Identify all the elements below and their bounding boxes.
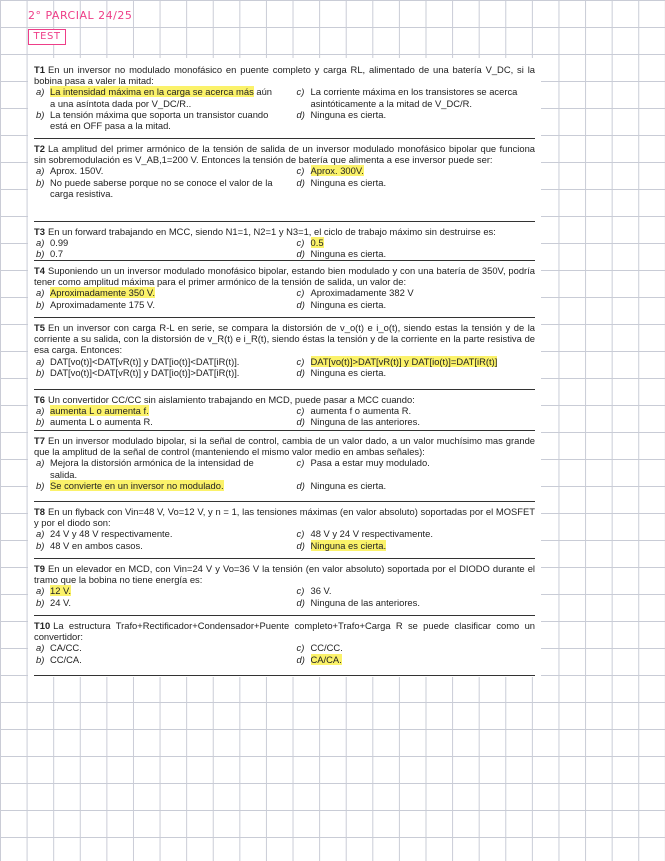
option-text: aumenta L o aumenta R. [50,416,153,428]
question-number: T6 [34,394,45,405]
option-text [311,540,535,551]
option-letter: a) [36,287,45,299]
question-separator [34,138,535,139]
option-a[interactable] [34,528,274,539]
option-letter: d) [296,539,305,551]
options-grid [34,287,535,309]
option-a[interactable] [34,237,274,248]
option-c[interactable] [295,405,535,416]
option-d[interactable] [295,177,535,199]
option-letter: b) [36,108,45,120]
option-text: Ninguna de las anteriores. [310,596,420,608]
option-b[interactable] [34,299,274,310]
option-letter: c) [296,585,305,597]
option-text: La corriente máxima en los transistores se acerca asintóticamente a la mitad de V_DC/R. [310,86,518,109]
option-letter: a) [36,457,45,469]
question-text: En un inversor no modulado monofásico en puente completo y carga RL, alimentado de una batería V_DC, si la bobina pasa a valer la mitad: [34,64,535,87]
option-letter: d) [296,479,305,491]
option-c[interactable] [295,237,535,248]
option-text: 48 V en ambos casos. [50,539,143,551]
option-text [50,585,274,596]
option-letter: d) [296,416,305,428]
option-letter: c) [296,642,305,654]
option-c[interactable] [295,165,535,176]
question-stem [34,620,535,642]
option-letter: d) [296,653,305,665]
option-letter: d) [296,108,305,120]
option-letter: c) [296,165,305,177]
question-text: La estructura Trafo+Rectificador+Condensador+Puente completo+Trafo+Carga R se puede clasificar como un convertidor: [34,620,535,643]
highlighted-answer: Aprox. 300V. [310,165,364,177]
option-d[interactable] [295,654,535,665]
option-letter: b) [36,596,45,608]
options-grid [34,237,535,259]
question-t7 [34,435,535,491]
option-c[interactable] [295,287,535,298]
option-text [50,86,274,108]
option-letter: a) [36,355,45,367]
option-a[interactable] [34,287,274,298]
option-text [311,356,535,367]
question-number: T1 [34,64,45,75]
options-grid [34,405,535,427]
question-t8 [34,506,535,551]
question-number: T10 [34,620,51,631]
option-b[interactable] [34,248,274,259]
option-letter: d) [296,596,305,608]
option-text: aumenta f o aumenta R. [310,405,412,417]
option-a[interactable] [34,642,274,653]
option-letter: a) [36,585,45,597]
option-d[interactable] [295,248,535,259]
option-text: Mejora la distorsión armónica de la intensidad de salida. [50,457,254,480]
option-d[interactable] [295,299,535,310]
question-stem [34,394,535,405]
question-t10 [34,620,535,665]
highlighted-answer: Ninguna es cierta. [310,539,387,551]
question-t4 [34,265,535,310]
option-a[interactable] [34,585,274,596]
option-letter: c) [296,355,305,367]
option-letter: d) [296,366,305,378]
option-a[interactable] [34,86,274,108]
option-text: 0.7 [50,248,64,260]
options-grid [34,86,535,131]
option-a[interactable] [34,356,274,367]
question-text: La amplitud del primer armónico de la tensión de salida de un inversor modulado monofásico bipolar que funciona sin sobremodulación es V_AB,1=200 V. Entonces la tensión de batería que alimenta a ese inversor puede ser: [34,143,535,166]
question-stem [34,435,535,457]
option-b[interactable] [34,540,274,551]
question-separator [34,221,535,222]
option-text: Pasa a estar muy modulado. [310,457,430,469]
option-text [311,237,535,248]
option-text: DAT[vo(t)]<DAT[vR(t)] y DAT[io(t)]<DAT[iR(t)]. [50,355,240,367]
option-letter: b) [36,539,45,551]
option-letter: d) [296,176,305,188]
option-letter: c) [296,528,305,540]
option-text: 48 V y 24 V respectivamente. [310,528,433,540]
option-c[interactable] [295,86,535,108]
highlighted-answer: Se convierte en un inversor no modulado. [50,479,224,491]
option-text: No puede saberse porque no se conoce el valor de la carga resistiva. [50,176,273,199]
option-d[interactable] [295,597,535,608]
option-b[interactable] [34,109,274,131]
question-separator [34,430,535,431]
question-text: En un flyback con Vin=48 V, Vo=12 V, y n = 1, las tensiones máximas (en valor absoluto) soportadas por el MOSFET y por el diodo son: [34,506,535,529]
question-separator [34,615,535,616]
option-b[interactable] [34,367,274,378]
question-number: T5 [34,322,45,333]
question-number: T4 [34,265,45,276]
option-letter: a) [36,165,45,177]
option-text: Ninguna es cierta. [310,108,387,120]
option-b[interactable] [34,597,274,608]
option-text: Ninguna es cierta. [310,479,387,491]
option-c[interactable] [295,457,535,479]
option-text: Ninguna es cierta. [310,298,387,310]
option-letter: b) [36,176,45,188]
option-d[interactable] [295,540,535,551]
question-stem [34,563,535,585]
question-separator [34,558,535,559]
option-text: Aprox. 150V. [50,165,104,177]
question-stem [34,265,535,287]
question-separator [34,389,535,390]
option-text [311,654,535,665]
option-text: Aproximadamente 175 V. [50,298,155,310]
option-text: CA/CC. [50,642,82,654]
option-text: Ninguna de las anteriores. [310,416,420,428]
question-stem [34,506,535,528]
option-letter: a) [36,86,45,98]
option-text [50,405,274,416]
question-t3 [34,226,535,260]
highlighted-answer: CA/CA. [310,653,342,665]
question-text: En un elevador en MCD, con Vin=24 V y Vo=36 V la tensión (en valor absoluto) soportada por el DIODO durante el tramo que la bobina no tiene energía es: [34,563,535,586]
option-letter: a) [36,237,45,249]
option-letter: b) [36,298,45,310]
options-grid [34,457,535,491]
option-text: DAT[vo(t)]<DAT[vR(t)] y DAT[io(t)]>DAT[iR(t)]. [50,366,240,378]
option-text: La tensión máxima que soporta un transistor cuando está en OFF pasa a la mitad. [50,108,269,132]
option-b[interactable] [34,416,274,427]
option-d[interactable] [295,416,535,427]
option-d[interactable] [295,109,535,131]
option-d[interactable] [295,480,535,491]
question-text: En un inversor con carga R-L en serie, se compara la distorsión de v_o(t) e i_o(t), siendo estas la tensión y de la corriente a su salida, con la distorsión de v_R(t) e i_R(t), siendo éstas la tensión y de la corriente en la parte resistiva de esa carga. Entonces: [34,322,535,356]
option-letter: b) [36,416,45,428]
question-text: En un forward trabajando en MCC, siendo N1=1, N2=1 y N3=1, el ciclo de trabajo máximo sin destruirse es: [47,226,496,237]
options-grid [34,356,535,378]
question-text: En un inversor modulado bipolar, si la señal de control, cambia de un valor dado, a un valor muchísimo mas grande que la amplitud de la señal de control (manteniendo el mismo valor medio en ambas señales): [34,435,535,458]
question-text: Un convertidor CC/CC sin aislamiento trabajando en MCD, puede pasar a MCC cuando: [47,394,415,405]
question-separator [34,317,535,318]
question-separator [34,675,535,676]
option-c[interactable] [295,585,535,596]
option-letter: b) [36,653,45,665]
option-letter: c) [296,457,305,469]
options-grid [34,528,535,550]
highlighted-answer: aumenta L o aumenta f. [50,405,149,417]
question-t9 [34,563,535,608]
option-a[interactable] [34,457,274,479]
option-text: 24 V y 48 V respectivamente. [50,528,173,540]
option-text: CC/CA. [50,653,82,665]
question-t1 [34,64,535,131]
option-letter: c) [296,405,305,417]
option-text: Ninguna es cierta. [310,366,387,378]
option-letter: a) [36,642,45,654]
option-letter: c) [296,237,305,249]
highlighted-answer: DAT[vo(t)]>DAT[vR(t)] y DAT[io(t)]=DAT[iR(t)] [310,355,498,367]
handwritten-title: 2° PARCIAL 24/25 [28,9,133,22]
option-c[interactable] [295,642,535,653]
option-letter: b) [36,366,45,378]
option-text: 0.99 [50,237,69,249]
question-number: T7 [34,435,45,446]
question-stem [34,143,535,165]
option-text: CC/CC. [310,642,343,654]
question-number: T9 [34,563,45,574]
option-text-rest: aún a una asíntota dada por V_DC/R.. [50,86,273,109]
option-c[interactable] [295,356,535,367]
option-letter: b) [36,479,45,491]
option-letter: b) [36,248,45,260]
question-t2 [34,143,535,199]
option-text: 24 V. [50,596,72,608]
option-a[interactable] [34,405,274,416]
option-letter: c) [296,86,305,98]
question-separator [34,260,535,261]
question-stem [34,226,535,237]
option-text [311,165,535,176]
highlighted-answer: Aproximadamente 350 V. [50,287,155,299]
option-d[interactable] [295,367,535,378]
option-b[interactable] [34,654,274,665]
test-label: TEST [28,29,66,45]
option-text: 36 V. [310,585,332,597]
option-a[interactable] [34,165,274,176]
option-b[interactable] [34,177,274,199]
options-grid [34,585,535,607]
option-text: Ninguna es cierta. [310,248,387,260]
option-letter: a) [36,528,45,540]
question-number: T2 [34,143,45,154]
option-letter: c) [296,287,305,299]
option-text: Ninguna es cierta. [310,176,387,188]
highlighted-answer: 0.5 [310,237,324,249]
question-number: T8 [34,506,45,517]
question-t6 [34,394,535,428]
question-separator [34,501,535,502]
option-letter: d) [296,248,305,260]
question-text: Suponiendo un un inversor modulado monofásico bipolar, estando bien modulado y con una batería de 350V, podría tener como amplitud máxima para el primer armónico de la tensión de salida, un valor de: [34,265,535,288]
exam-sheet [28,58,541,677]
option-c[interactable] [295,528,535,539]
option-text: Aproximadamente 382 V [310,287,414,299]
option-letter: a) [36,405,45,417]
question-number: T3 [34,226,45,237]
question-stem [34,64,535,86]
options-grid [34,165,535,199]
highlighted-answer: La intensidad máxima en la carga se acerca más [50,86,254,98]
question-t5 [34,322,535,378]
highlighted-answer: 12 V. [50,585,72,597]
option-text [50,480,274,491]
option-letter: d) [296,298,305,310]
question-stem [34,322,535,356]
option-text [50,287,274,298]
option-b[interactable] [34,480,274,491]
options-grid [34,642,535,664]
